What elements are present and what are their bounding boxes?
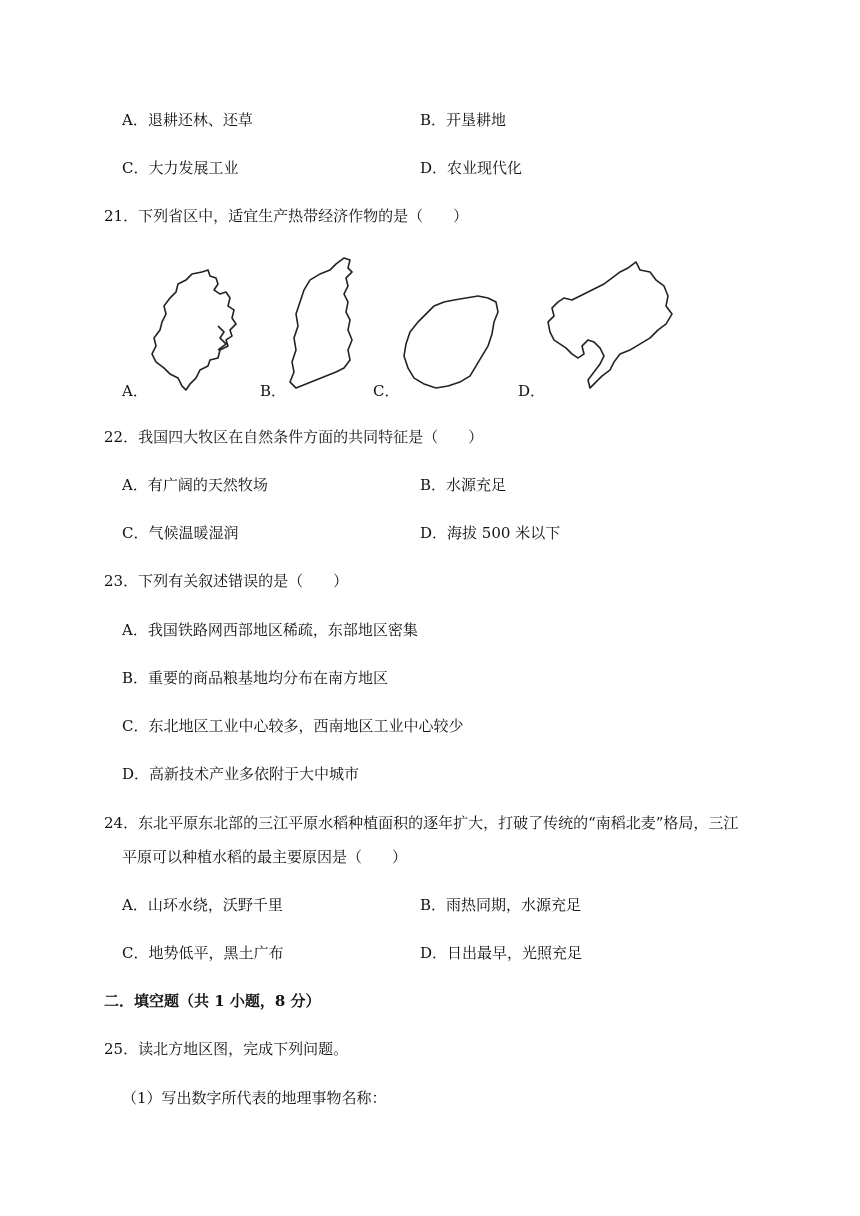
q24-stem-line1: 24．东北平原东北部的三江平原水稻种植面积的逐年扩大，打破了传统的“南稻北麦”格局，三江 [104,814,739,832]
q25-sub-question-1: （1）写出数字所代表的地理事物名称： [122,1089,387,1107]
province-outline-d [548,262,672,388]
q24-stem-line2: 平原可以种植水稻的最主要原因是（ ） [122,848,408,866]
q23-option-b: B．重要的商品粮基地均分布在南方地区 [122,669,389,687]
province-outline-b [290,258,352,388]
q25-stem: 25．读北方地区图，完成下列问题。 [104,1040,349,1058]
q20-option-b: B．开垦耕地 [420,111,507,129]
q21-label-d: D． [518,382,546,400]
province-map-b [286,254,358,392]
q21-stem: 21．下列省区中，适宜生产热带经济作物的是（ ） [104,207,469,225]
q21-label-a: A． [122,382,148,400]
q20-option-c: C．大力发展工业 [122,159,239,177]
q22-option-c: C．气候温暖湿润 [122,524,239,542]
q24-option-d: D．日出最早，光照充足 [420,944,583,962]
q20-option-a: A．退耕还林、还草 [122,111,253,129]
q24-option-b: B．雨热同期，水源充足 [420,896,582,914]
q23-option-a: A．我国铁路网西部地区稀疏，东部地区密集 [122,621,418,639]
q24-option-a: A．山环水绕，沃野千里 [122,896,283,914]
q23-option-d: D．高新技术产业多依附于大中城市 [122,765,360,783]
q22-stem: 22．我国四大牧区在自然条件方面的共同特征是（ ） [104,428,484,446]
q21-label-b: B． [260,382,287,400]
province-map-d [544,258,676,394]
section-heading: 二．填空题（共 1 小题，8 分） [104,992,321,1010]
q23-option-c: C．东北地区工业中心较多，西南地区工业中心较少 [122,717,464,735]
q22-option-a: A．有广阔的天然牧场 [122,476,268,494]
q22-option-b: B．水源充足 [420,476,507,494]
province-map-c [400,292,502,392]
province-outline-a [152,270,236,390]
q22-option-d: D．海拔 500 米以下 [420,524,561,542]
province-map-a [148,266,240,392]
province-outline-c [404,296,498,388]
q24-option-c: C．地势低平，黑土广布 [122,944,284,962]
q23-stem: 23．下列有关叙述错误的是（ ） [104,572,349,590]
q21-label-c: C． [373,382,400,400]
q20-option-d: D．农业现代化 [420,159,523,177]
